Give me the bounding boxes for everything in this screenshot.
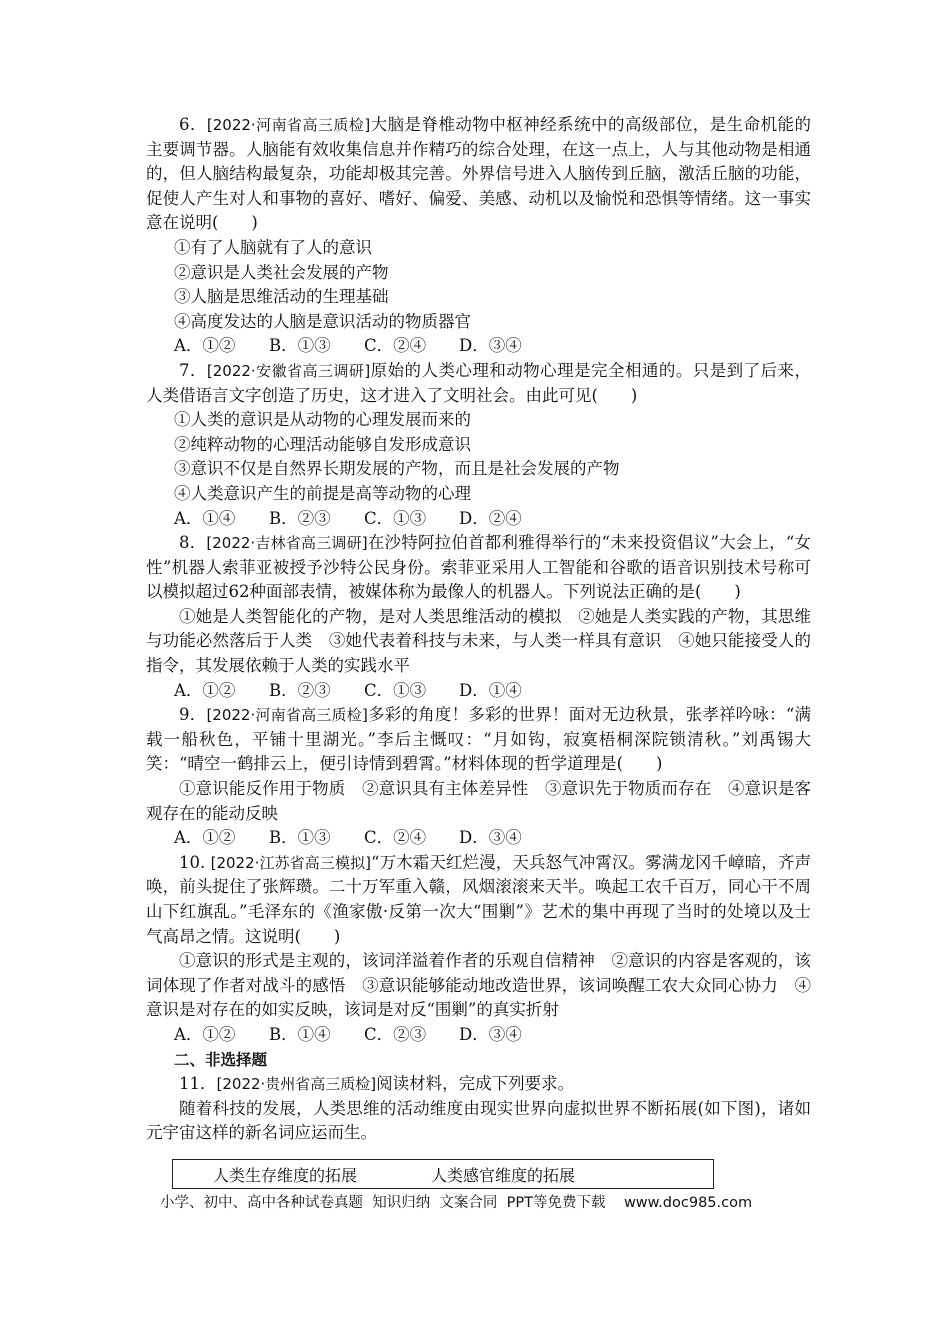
option-item: ③意识不仅是自然界长期发展的产物，而且是社会发展的产物 xyxy=(174,459,620,479)
table-col-survival: 人类生存维度的拓展 xyxy=(213,1166,358,1185)
option-item: ②意识是人类社会发展的产物 xyxy=(174,262,389,282)
question-7-stem: 7．[2022·安徽省高三调研]原始的人类心理和动物心理是完全相通的。只是到了后来，人类借语言文字创造了历史，这才进入了文明社会。由此可见( ) xyxy=(146,360,811,405)
question-8-stem: 8．[2022·吉林省高三调研]在沙特阿拉伯首都利雅得举行的“未来投资倡议”大会上，“女性”机器人索菲亚被授予沙特公民身份。索菲亚采用人工智能和谷歌的语音识别技术号称可以模拟超过62种面部表情，被媒体称为最像人的机器人。下列说法正确的是( ) xyxy=(146,533,811,602)
choice-d: D．③④ xyxy=(459,828,522,848)
choice-a: A．①② xyxy=(174,680,236,700)
option-item: ③人脑是思维活动的生理基础 xyxy=(174,287,389,307)
figure-table-header xyxy=(172,1159,714,1189)
choice-d: D．②④ xyxy=(459,508,522,528)
answer-choices xyxy=(146,826,811,851)
choice-a: A．①② xyxy=(174,828,236,848)
option-item: ①有了人脑就有了人的意识 xyxy=(174,237,372,257)
choice-c: C．②④ xyxy=(364,336,427,356)
question-10-stem: 10. [2022·江苏省高三模拟]“万木霜天红烂漫，天兵怒气冲霄汉。雾满龙冈千嶂暗，齐声唤，前头捉住了张辉瓒。二十万军重入赣，风烟滚滚来天半。唤起工农千百万，同心干不周山下红旗乱。”毛泽东的《渔家傲·反第一次大“围剿”》艺术的集中再现了当时的处境以及士气高昂之情。这说明( ) xyxy=(146,852,811,946)
section-heading: 二、非选择题 xyxy=(174,1050,268,1069)
choice-c: C．②③ xyxy=(364,1024,427,1044)
choice-b: B．②③ xyxy=(269,680,331,700)
choice-b: B．①③ xyxy=(269,336,331,356)
answer-choices xyxy=(146,334,811,359)
question-9-stem: 9．[2022·河南省高三质检]多彩的角度！多彩的世界！面对无边秋景，张孝祥吟咏：“满载一船秋色，平铺十里湖光。”李后主慨叹：“月如钩，寂寞梧桐深院锁清秋。”刘禹锡大笑：“晴空一鹤排云上，便引诗情到碧霄。”材料体现的哲学道理是( ) xyxy=(146,705,812,774)
footer-url[interactable]: www.doc985.com xyxy=(623,1195,753,1211)
choice-c: C．①③ xyxy=(364,680,427,700)
question-6-stem: 6．[2022·河南省高三质检]大脑是脊椎动物中枢神经系统中的高级部位，是生命机能的主要调节器。人脑能有效收集信息并作精巧的综合处理，在这一点上，人与其他动物是相通的，但人脑结构最复杂，功能却极其完善。外界信号进入人脑传到丘脑，激活丘脑的功能，促使人产生对人和事物的喜好、嗜好、偏爱、美感、动机以及愉悦和恐惧等情绪。这一事实意在说明( ) xyxy=(146,115,811,233)
answer-choices xyxy=(146,1023,811,1048)
table-col-senses: 人类感官维度的拓展 xyxy=(431,1166,576,1185)
choice-a: A．①② xyxy=(174,336,236,356)
option-item: ②纯粹动物的心理活动能够自发形成意识 xyxy=(174,434,471,454)
choice-a: A．①④ xyxy=(174,508,236,528)
question-11-material: 随着科技的发展，人类思维的活动维度由现实世界向虚拟世界不断拓展(如下图)，诸如元宇宙这样的新名词应运而生。 xyxy=(146,1098,811,1143)
option-item: ④高度发达的人脑是意识活动的物质器官 xyxy=(174,311,471,331)
answer-choices xyxy=(146,679,811,704)
choice-b: B．②③ xyxy=(269,508,331,528)
choice-d: D．③④ xyxy=(459,1024,522,1044)
page-footer xyxy=(160,1191,800,1212)
question-9-options: ①意识能反作用于物质 ②意识具有主体差异性 ③意识先于物质而存在 ④意识是客观存在的能动反映 xyxy=(146,779,811,823)
question-source: [2022·安徽省高三调研] xyxy=(206,361,371,380)
choice-d: D．①④ xyxy=(459,680,522,700)
choice-a: A．①② xyxy=(174,1024,236,1044)
question-source: [2022·河南省高三质检] xyxy=(206,116,371,134)
question-source: [2022·贵州省高三质检] xyxy=(216,1075,377,1094)
question-source: [2022·河南省高三质检] xyxy=(206,706,368,725)
choice-b: B．①③ xyxy=(269,828,331,848)
option-item: ①人类的意识是从动物的心理发展而来的 xyxy=(174,410,471,430)
question-11-stem: 11．[2022·贵州省高三质检]阅读材料，完成下列要求。 xyxy=(179,1074,575,1094)
choice-c: C．②④ xyxy=(364,828,427,848)
choice-c: C．①③ xyxy=(364,508,427,528)
question-10-options: ①意识的形式是主观的，该词洋溢着作者的乐观自信精神 ②意识的内容是客观的，该词体现了作者对战斗的感悟 ③意识能够能动地改造世界，该词唤醒工农大众同心协力 ④意识是对存在的如实反映，该词是对反“围剿”的真实折射 xyxy=(146,951,811,1020)
answer-choices xyxy=(146,507,811,532)
question-content xyxy=(146,113,811,1146)
question-source: [2022·江苏省高三模拟] xyxy=(210,853,372,872)
question-source: [2022·吉林省高三调研] xyxy=(206,534,368,553)
choice-b: B．①④ xyxy=(269,1024,331,1044)
footer-text: 小学、初中、高中各种试卷真题 知识归纳 文案合同 PPT等免费下载 xyxy=(160,1195,606,1211)
choice-d: D．③④ xyxy=(459,336,522,356)
option-item: ④人类意识产生的前提是高等动物的心理 xyxy=(174,483,471,503)
question-8-options: ①她是人类智能化的产物，是对人类思维活动的模拟 ②她是人类实践的产物，其思维与功能必然落后于人类 ③她代表着科技与未来，与人类一样具有意识 ④她只能接受人的指令，其发展依赖于人类的实践水平 xyxy=(146,606,811,676)
